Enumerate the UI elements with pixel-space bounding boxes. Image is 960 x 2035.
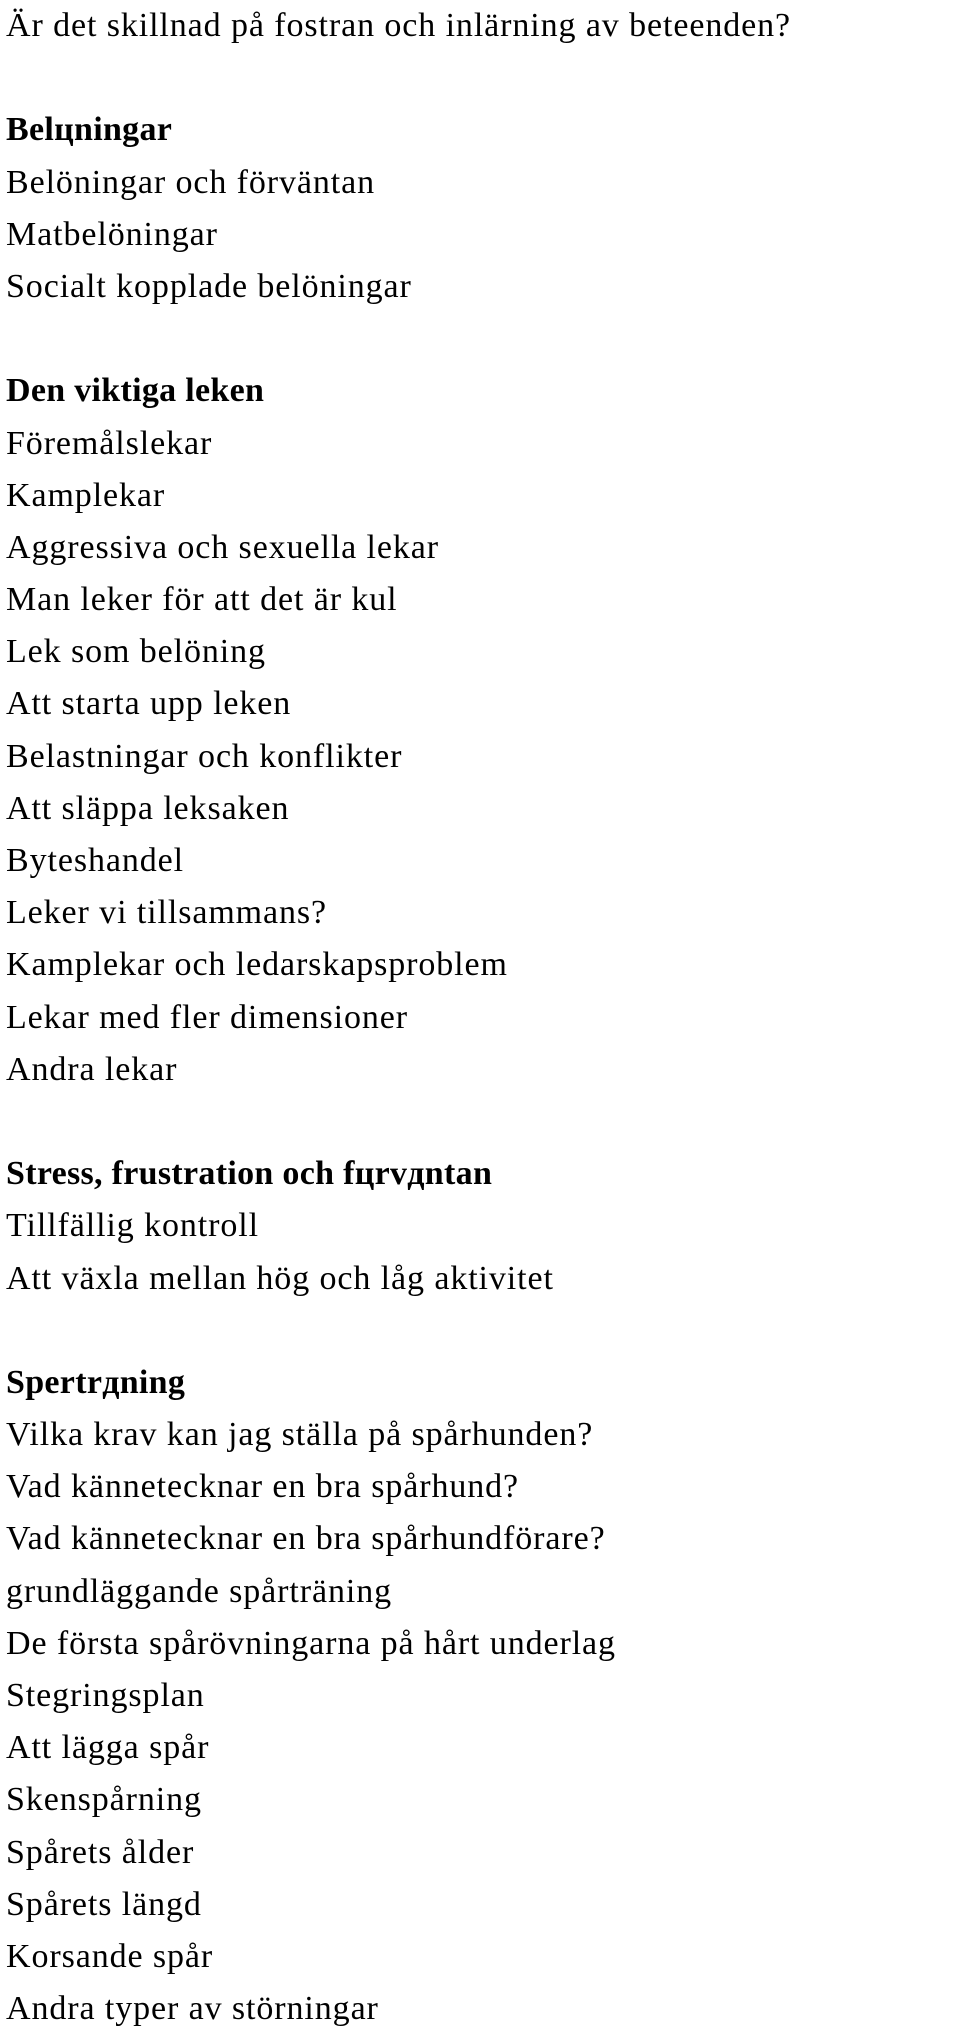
list-item: Andra typer av störningar [6, 1990, 379, 2028]
list-item: Lekar med fler dimensioner [6, 998, 408, 1036]
list-item: Byteshandel [6, 842, 184, 879]
document-page [6, 0, 956, 2035]
section-stress [6, 1148, 956, 1305]
section-beloningar [6, 104, 956, 313]
list-item: Korsande spår [6, 1937, 214, 1975]
list-item: De första spårövningarna på hårt underlag [6, 1624, 616, 1662]
list-item: Att släppa leksaken [6, 789, 290, 827]
list-item: Vilka krav kan jag ställa på spårhunden? [6, 1416, 594, 1454]
spacer [6, 1096, 956, 1148]
list-item: Belastningar och konflikter [6, 737, 403, 775]
list-item: Vad kännetecknar en bra spårhundförare? [6, 1520, 606, 1558]
list-item: Spårets längd [6, 1885, 202, 1923]
list-item: Stegringsplan [6, 1677, 205, 1714]
list-item: Matbelöningar [6, 215, 218, 253]
list-item: Man leker för att det är kul [6, 581, 398, 619]
section-spartraning [6, 1357, 956, 2035]
list-item: Att lägga spår [6, 1729, 210, 1767]
list-item: Att växla mellan hög och låg aktivitet [6, 1259, 554, 1297]
spacer [6, 1305, 956, 1357]
list-item: Tillfällig kontroll [6, 1207, 259, 1245]
list-item: grundläggande spårträning [6, 1572, 392, 1610]
list-item: Lek som belöning [6, 633, 266, 671]
section-heading: Den viktiga leken [6, 372, 265, 410]
section-den-viktiga-leken [6, 365, 956, 1096]
spacer [6, 52, 956, 104]
list-item: Vad kännetecknar en bra spårhund? [6, 1468, 520, 1506]
spacer [6, 313, 956, 365]
section-heading: Stress, frustration och fцrvдntan [6, 1155, 493, 1193]
list-item: Spårets ålder [6, 1833, 195, 1871]
section-heading: Belцningar [6, 111, 173, 149]
list-item: Aggressiva och sexuella lekar [6, 528, 440, 566]
intro-question: Är det skillnad på fostran och inlärning av beteenden? [6, 7, 792, 44]
section-heading: Spertrдning [6, 1363, 186, 1401]
list-item: Kamplekar [6, 476, 166, 514]
list-item: Andra lekar [6, 1050, 178, 1088]
list-item: Att starta upp leken [6, 685, 292, 723]
list-item: Kamplekar och ledarskapsproblem [6, 946, 508, 984]
list-item: Skenspårning [6, 1781, 202, 1819]
list-item: Föremålslekar [6, 424, 213, 462]
list-item: Socialt kopplade belöningar [6, 267, 412, 305]
list-item: Belöningar och förväntan [6, 163, 376, 201]
list-item: Leker vi tillsammans? [6, 894, 328, 932]
